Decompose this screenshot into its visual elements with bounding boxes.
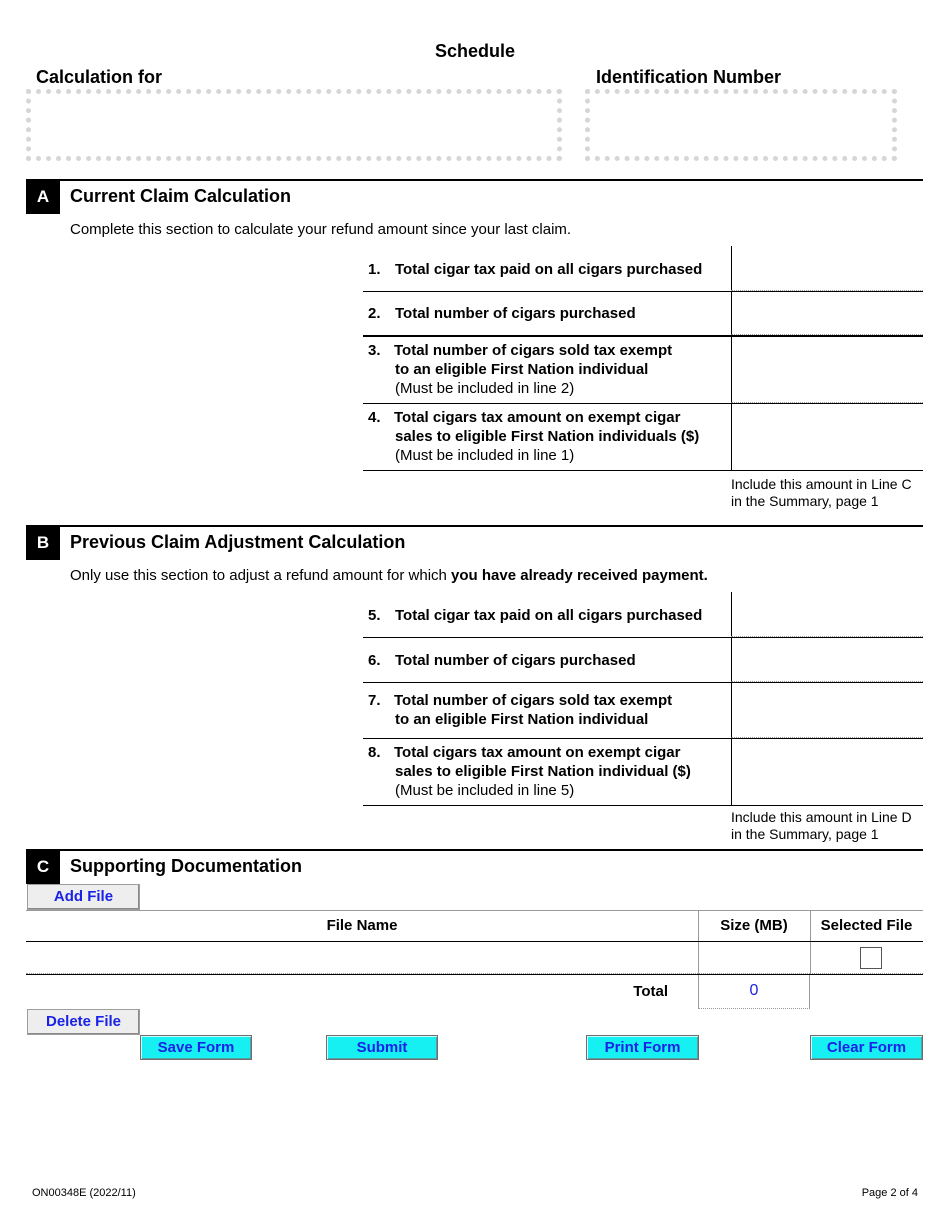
line-1-number: 1. xyxy=(368,261,381,278)
line-3-label-1: Total number of cigars sold tax exempt xyxy=(394,342,673,359)
add-file-button[interactable]: Add File xyxy=(27,884,140,910)
line-7-label-1: Total number of cigars sold tax exempt xyxy=(394,692,673,709)
line-5-number: 5. xyxy=(368,607,381,624)
line-1-label: Total cigar tax paid on all cigars purchased xyxy=(395,261,703,278)
line-3-label-2: to an eligible First Nation individual xyxy=(395,361,649,378)
line-6-row xyxy=(363,638,923,683)
line-2-label: Total number of cigars purchased xyxy=(395,305,636,322)
line-6-label: Total number of cigars purchased xyxy=(395,652,636,669)
line-6-input[interactable] xyxy=(731,638,923,682)
line-7-input[interactable] xyxy=(731,683,923,738)
line-1-row xyxy=(363,246,923,292)
line-8-label-2: sales to eligible First Nation individual ($) xyxy=(395,763,691,780)
section-c-title: Supporting Documentation xyxy=(70,856,302,876)
line-3-note: (Must be included in line 2) xyxy=(395,380,575,397)
section-a-note-1: Include this amount in Line C xyxy=(731,476,912,492)
line-8-note: (Must be included in line 5) xyxy=(395,782,575,799)
section-a-intro: Complete this section to calculate your refund amount since your last claim. xyxy=(70,221,572,238)
line-3-input[interactable] xyxy=(731,337,923,403)
section-a-note-2: in the Summary, page 1 xyxy=(731,493,879,509)
section-c-badge: C xyxy=(26,850,60,884)
col-divider-1 xyxy=(698,911,699,941)
print-form-button[interactable]: Print Form xyxy=(586,1035,699,1060)
form-id: ON00348E (2022/11) xyxy=(32,1187,136,1199)
section-b-note-1: Include this amount in Line D xyxy=(731,809,912,825)
total-label: Total xyxy=(633,983,668,1000)
section-b-intro-plain: Only use this section to adjust a refund amount for which xyxy=(70,567,452,584)
line-2-number: 2. xyxy=(368,305,381,322)
line-7-label-2: to an eligible First Nation individual xyxy=(395,711,649,728)
line-3-row xyxy=(363,337,923,404)
line-4-note: (Must be included in line 1) xyxy=(395,447,575,464)
selected-file-checkbox[interactable] xyxy=(860,947,882,969)
column-selected-file: Selected File xyxy=(820,917,913,934)
line-4-row xyxy=(363,404,923,471)
file-name-cell[interactable] xyxy=(26,942,698,974)
calculation-for-field[interactable] xyxy=(26,89,562,161)
section-b-divider xyxy=(26,525,923,527)
section-a-badge: A xyxy=(26,180,60,214)
identification-number-field[interactable] xyxy=(585,89,897,161)
calculation-for-label: Calculation for xyxy=(36,67,163,87)
line-8-input[interactable] xyxy=(731,739,923,805)
clear-form-button[interactable]: Clear Form xyxy=(810,1035,923,1060)
section-c-divider xyxy=(26,849,923,851)
line-6-number: 6. xyxy=(368,652,381,669)
section-b-title: Previous Claim Adjustment Calculation xyxy=(70,532,406,552)
line-3-number: 3. xyxy=(368,342,381,359)
line-2-row xyxy=(363,292,923,337)
section-b-badge: B xyxy=(26,526,60,560)
line-4-number: 4. xyxy=(368,409,381,426)
save-form-button[interactable]: Save Form xyxy=(140,1035,252,1060)
identification-number-label: Identification Number xyxy=(596,67,782,87)
page-title: Schedule xyxy=(434,41,516,61)
line-7-number: 7. xyxy=(368,692,381,709)
column-file-name: File Name xyxy=(326,917,398,934)
submit-button[interactable]: Submit xyxy=(326,1035,438,1060)
section-b-intro xyxy=(70,567,708,584)
line-8-label-1: Total cigars tax amount on exempt cigar xyxy=(394,744,681,761)
page-number: Page 2 of 4 xyxy=(861,1187,918,1199)
line-8-number: 8. xyxy=(368,744,381,761)
section-a-title: Current Claim Calculation xyxy=(70,186,292,206)
line-2-input[interactable] xyxy=(731,292,923,335)
line-5-row xyxy=(363,592,923,638)
column-size: Size (MB) xyxy=(720,917,788,934)
line-4-label-1: Total cigars tax amount on exempt cigar xyxy=(394,409,681,426)
line-4-label-2: sales to eligible First Nation individuals ($) xyxy=(395,428,700,445)
section-a-divider xyxy=(26,179,923,181)
total-size-value: 0 xyxy=(698,975,810,1009)
section-b-note-2: in the Summary, page 1 xyxy=(731,826,879,842)
file-size-cell[interactable] xyxy=(698,942,810,974)
col-divider-2 xyxy=(810,911,811,941)
section-b-intro-bold: you have already received payment. xyxy=(451,567,708,584)
line-5-label: Total cigar tax paid on all cigars purchased xyxy=(395,607,703,624)
line-7-row xyxy=(363,683,923,739)
file-table-top-line xyxy=(26,910,923,911)
delete-file-button[interactable]: Delete File xyxy=(27,1009,140,1035)
line-4-input[interactable] xyxy=(731,404,923,470)
line-1-input[interactable] xyxy=(731,246,923,291)
line-5-input[interactable] xyxy=(731,592,923,637)
line-8-row xyxy=(363,739,923,806)
